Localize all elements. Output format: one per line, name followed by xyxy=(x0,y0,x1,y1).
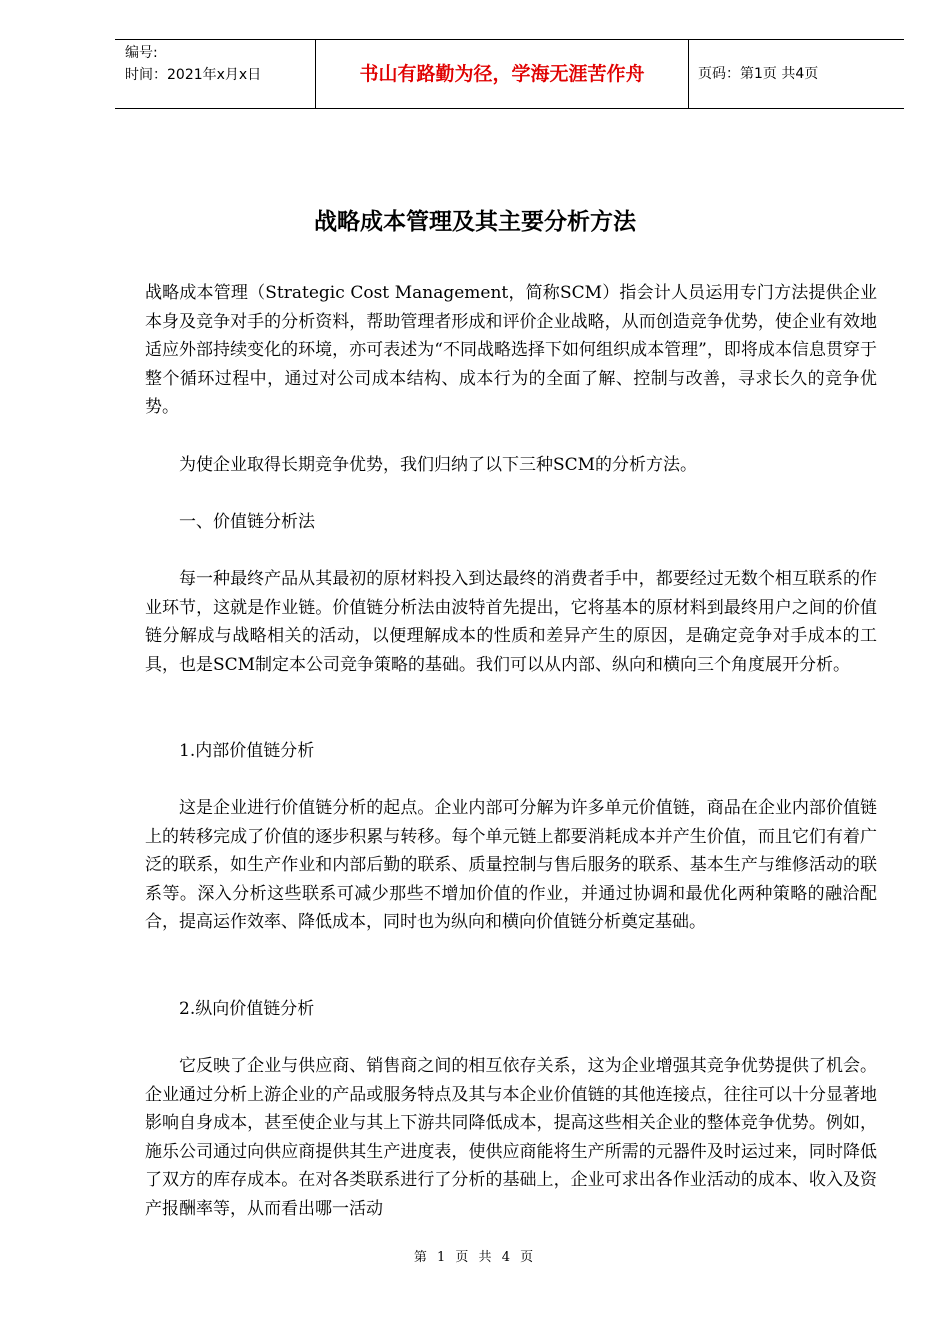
subheading-internal-value-chain: 1.内部价值链分析 xyxy=(179,741,315,761)
intro-paragraph: 战略成本管理（Strategic Cost Management，简称SCM）指会计人员运用专门方法提供企业本身及竞争对手的分析资料，帮助管理者形成和评价企业战略，从而创造竞争优势，使企业有效地适应外部持续变化的环境，亦可表述为“不同战略选择下如何组织成本管理”，即将成本信息贯穿于整个循环过程中，通过对公司成本结构、成本行为的全面了解、控制与改善，寻求长久的竞争优势。 xyxy=(145,283,877,418)
header-motto: 书山有路勤为径，学海无涯苦作舟 xyxy=(315,40,689,108)
document-time-label: 时间：2021年x月x日 xyxy=(125,67,262,83)
internal-value-chain-paragraph: 这是企业进行价值链分析的起点。企业内部可分解为许多单元价值链，商品在企业内部价值链上的转移完成了价值的逐步积累与转移。每个单元链上都要消耗成本并产生价值，而且它们有着广泛的联系，如生产作业和内部后勤的联系、质量控制与售后服务的联系、基本生产与维修活动的联系等。深入分析这些联系可减少那些不增加价值的作业，并通过协调和最优化两种策略的融洽配合，提高运作效率、降低成本，同时也为纵向和横向价值链分析奠定基础。 xyxy=(145,798,877,933)
page-footer: 第 1 页 共 4 页 xyxy=(413,1250,537,1265)
value-chain-paragraph: 每一种最终产品从其最初的原材料投入到达最终的消费者手中，都要经过无数个相互联系的作业环节，这就是作业链。价值链分析法由波特首先提出，它将基本的原材料到最终用户之间的价值链分解成与战略相关的活动，以便理解成本的性质和差异产生的原因，是确定竞争对手成本的工具，也是SCM制定本公司竞争策略的基础。我们可以从内部、纵向和横向三个角度展开分析。 xyxy=(145,569,877,675)
header-page-info: 页码：第1页 共4页 xyxy=(698,66,819,82)
header-meta xyxy=(115,40,315,108)
section-heading-value-chain: 一、价值链分析法 xyxy=(179,512,315,532)
document-title: 战略成本管理及其主要分析方法 xyxy=(314,209,636,235)
vertical-value-chain-paragraph: 它反映了企业与供应商、销售商之间的相互依存关系，这为企业增强其竞争优势提供了机会。企业通过分析上游企业的产品或服务特点及其与本企业价值链的其他连接点，往往可以十分显著地影响自身成本，甚至使企业与其上下游共同降低成本，提高这些相关企业的整体竞争优势。例如，施乐公司通过向供应商提供其生产进度表，使供应商能将生产所需的元器件及时运过来，同时降低了双方的库存成本。在对各类联系进行了分析的基础上，企业可求出各作业活动的成本、收入及资产报酬率等，从而看出哪一活动 xyxy=(145,1056,877,1219)
document-number-label: 编号: xyxy=(125,45,158,61)
methods-intro-paragraph: 为使企业取得长期竞争优势，我们归纳了以下三种SCM的分析方法。 xyxy=(179,455,698,475)
subheading-vertical-value-chain: 2.纵向价值链分析 xyxy=(179,999,315,1019)
page-header xyxy=(115,39,904,109)
